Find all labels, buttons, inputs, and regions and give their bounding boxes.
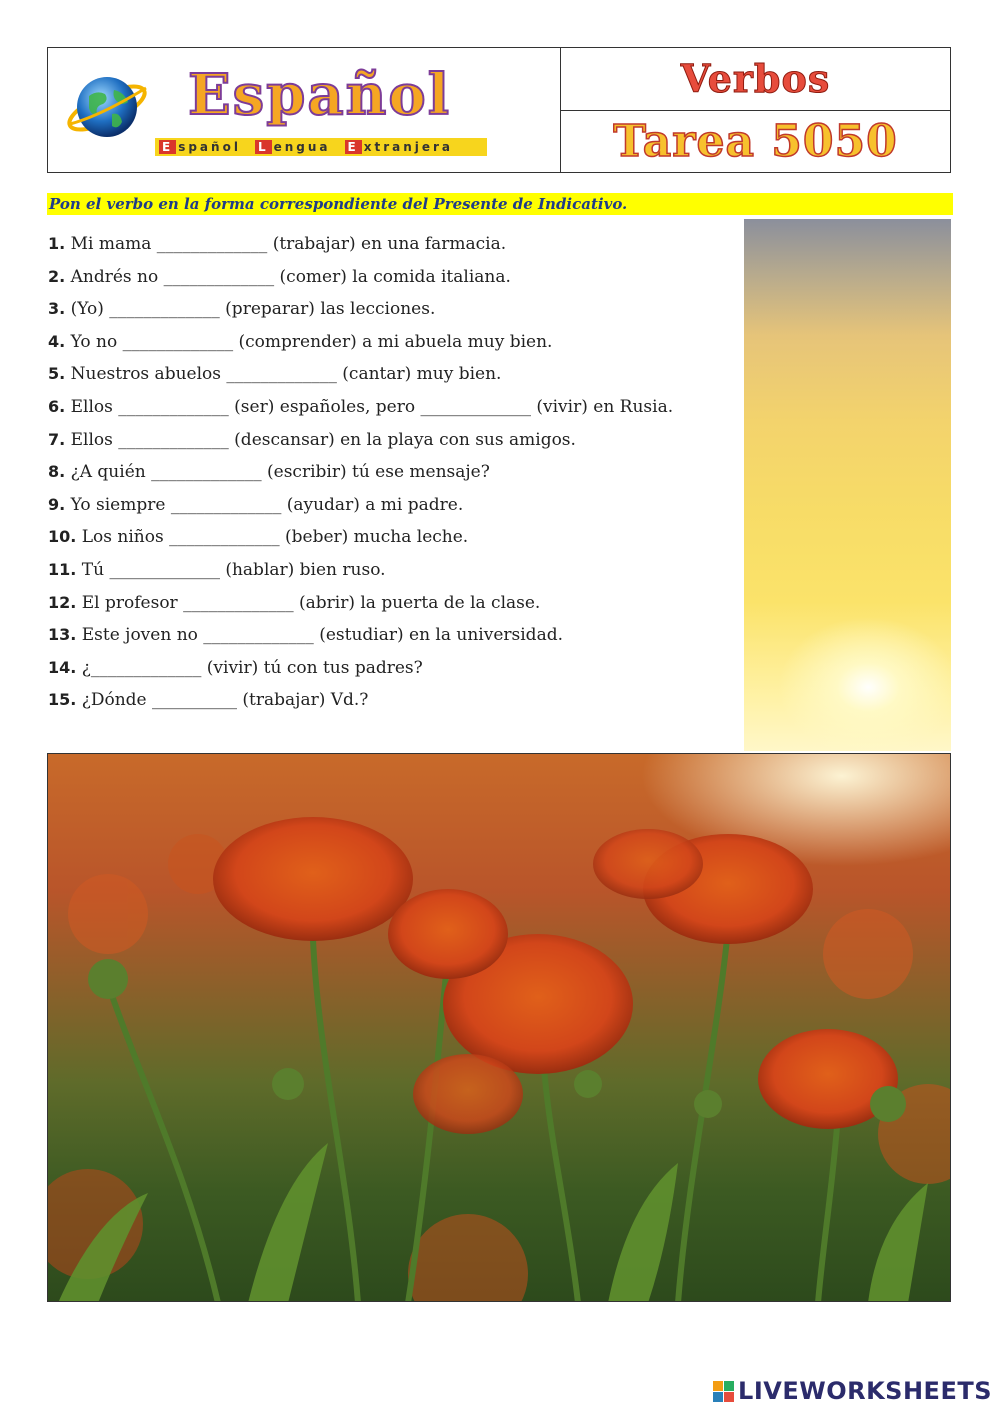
logo-area (48, 48, 561, 172)
exercise-text: Mi mama _____________ (trabajar) en una farmacia. (70, 234, 507, 254)
exercise-number: 8. (48, 462, 66, 482)
exercise-number: 7. (48, 429, 66, 449)
exercise-text: Yo siempre _____________ (ayudar) a mi padre. (70, 494, 464, 515)
exercise-item[interactable] (48, 261, 738, 294)
exercise-item[interactable] (48, 424, 738, 457)
exercise-text: Ellos _____________ (descansar) en la playa con sus amigos. (70, 429, 576, 450)
exercise-number: 2. (48, 266, 66, 286)
exercise-item[interactable] (48, 391, 738, 424)
exercise-text: Ellos _____________ (ser) españoles, pero _____________ (vivir) en Rusia. (70, 396, 674, 417)
liveworksheets-logo-icon (713, 1381, 734, 1402)
exercise-number: 5. (48, 364, 66, 384)
logo-strip (155, 138, 487, 156)
logo-initial: L (255, 140, 272, 154)
exercise-number: 9. (48, 494, 66, 514)
exercise-item[interactable] (48, 619, 738, 652)
exercise-number: 4. (48, 331, 66, 351)
exercise-number: 1. (48, 234, 66, 253)
logo-initial: E (345, 140, 362, 154)
exercise-text: Tú _____________ (hablar) bien ruso. (81, 559, 386, 580)
exercise-number: 15. (48, 690, 77, 710)
logo-strip-word: spañol (178, 140, 241, 154)
exercise-item[interactable] (48, 489, 738, 522)
exercise-text: El profesor _____________ (abrir) la puerta de la clase. (81, 592, 541, 613)
topic-title: Verbos (561, 48, 950, 111)
exercise-item[interactable] (48, 228, 738, 261)
exercise-text: ¿A quién _____________ (escribir) tú ese mensaje? (70, 462, 490, 483)
exercise-list (48, 228, 738, 717)
logo-strip-word: engua (273, 140, 331, 154)
exercise-number: 10. (48, 527, 77, 547)
exercise-text: Yo no _____________ (comprender) a mi abuela muy bien. (70, 331, 553, 352)
instruction-text: Pon el verbo en la forma correspondiente del Presente de Indicativo. (47, 193, 953, 215)
globe-icon (64, 64, 150, 150)
exercise-item[interactable] (48, 521, 738, 554)
exercise-item[interactable] (48, 358, 738, 391)
exercise-text: Este joven no _____________ (estudiar) en la universidad. (81, 625, 563, 646)
logo-initial: E (159, 140, 176, 154)
exercise-number: 11. (48, 559, 77, 579)
exercise-number: 3. (48, 299, 66, 319)
exercise-number: 6. (48, 396, 66, 416)
exercise-item[interactable] (48, 554, 738, 587)
exercise-text: Andrés no _____________ (comer) la comida italiana. (70, 266, 511, 287)
watermark-text: LIVEWORKSHEETS (738, 1377, 992, 1405)
exercise-text: ¿_____________ (vivir) tú con tus padres? (81, 657, 423, 678)
exercise-item[interactable] (48, 326, 738, 359)
worksheet-header (47, 47, 951, 173)
exercise-number: 13. (48, 625, 77, 645)
sunset-image (744, 219, 951, 751)
flower-field-image (47, 753, 951, 1302)
exercise-item[interactable] (48, 684, 738, 717)
exercise-item[interactable] (48, 456, 738, 489)
liveworksheets-watermark[interactable] (713, 1377, 992, 1405)
exercise-text: Los niños _____________ (beber) mucha leche. (81, 527, 469, 548)
logo-word: Español (188, 62, 451, 128)
title-area (561, 48, 950, 172)
exercise-number: 12. (48, 592, 77, 612)
exercise-text: (Yo) _____________ (preparar) las lecciones. (70, 299, 436, 320)
exercise-item[interactable] (48, 652, 738, 685)
task-title: Tarea 5050 (613, 115, 898, 167)
exercise-text: ¿Dónde __________ (trabajar) Vd.? (81, 690, 369, 711)
exercise-number: 14. (48, 657, 77, 677)
exercise-text: Nuestros abuelos _____________ (cantar) muy bien. (70, 364, 502, 385)
flowers-illustration (48, 754, 951, 1302)
logo-strip-word: xtranjera (363, 140, 454, 154)
exercise-item[interactable] (48, 587, 738, 620)
exercise-item[interactable] (48, 293, 738, 326)
